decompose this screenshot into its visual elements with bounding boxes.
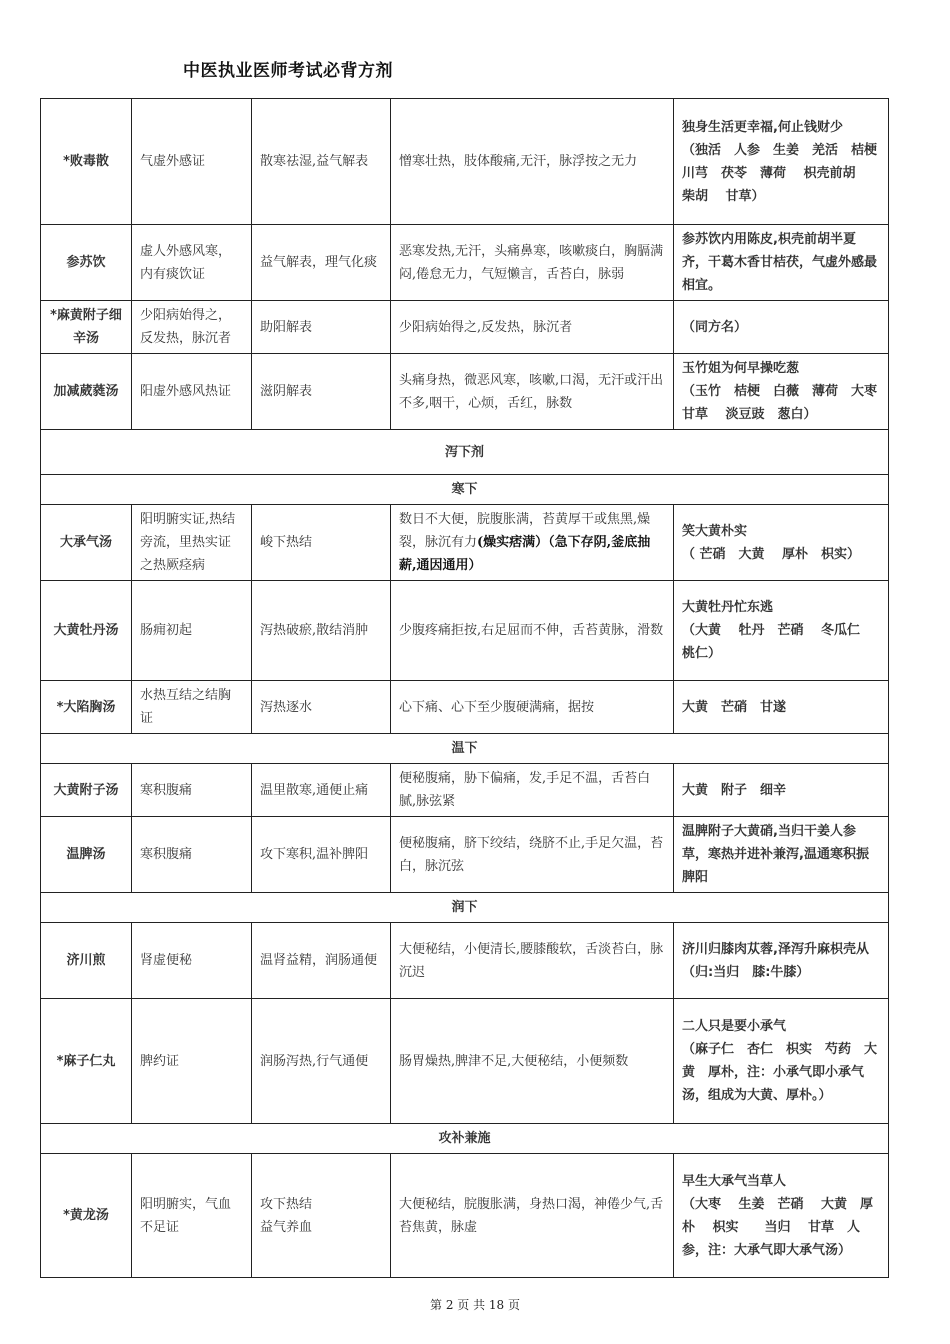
table-row — [41, 817, 889, 893]
indication-cell: 肾虚便秘 — [132, 923, 252, 999]
effect-cell: 助阳解表 — [252, 301, 391, 354]
formula-name: *大陷胸汤 — [41, 681, 132, 734]
table-row — [41, 301, 889, 354]
indication-cell: 阳虚外感风热证 — [132, 354, 252, 430]
mnemonic-song: 温脾附子大黄硝,当归干姜人参草，寒热并进补兼泻,温通寒积振脾阳 — [682, 824, 869, 885]
effect-cell: 润肠泻热,行气通便 — [252, 999, 391, 1124]
indication-cell: 阳明腑实证,热结旁流，里热实证之热厥痉病 — [132, 505, 252, 581]
mnemonic-cell — [674, 581, 889, 681]
table-row — [41, 99, 889, 225]
table-row — [41, 581, 889, 681]
mnemonic-song: 独身生活更幸福,何止钱财少 — [682, 119, 843, 135]
mnemonic-song: 笑大黄朴实 — [682, 523, 748, 539]
composition: （独活 人参 生姜 羌活 桔梗 川芎 茯苓 薄荷 枳壳前胡 柴胡 甘草） — [682, 142, 891, 204]
symptoms-cell: 恶寒发热,无汗，头痛鼻寒，咳嗽痰白，胸膈满闷,倦怠无力，气短懒言，舌苔白，脉弱 — [391, 225, 674, 301]
table-row — [41, 923, 889, 999]
formula-name: 大黄附子汤 — [41, 764, 132, 817]
symptoms-cell: 大便秘结，脘腹胀满，身热口渴，神倦少气,舌苔焦黄，脉虚 — [391, 1154, 674, 1278]
symptoms-cell: 少腹疼痛拒按,右足屈而不伸，舌苔黄脉，滑数 — [391, 581, 674, 681]
formula-name: *麻黄附子细辛汤 — [41, 301, 132, 354]
formula-name: *黄龙汤 — [41, 1154, 132, 1278]
mnemonic-song: 早生大承气当草人 — [682, 1173, 787, 1189]
indication-cell: 气虚外感证 — [132, 99, 252, 225]
symptoms-text: 数日不大便，脘腹胀满，苔黄厚干或焦黑,燥裂，脉沉有力 — [399, 512, 651, 550]
indication-cell: 脾约证 — [132, 999, 252, 1124]
subsection-row — [41, 893, 889, 923]
effect-cell: 滋阴解表 — [252, 354, 391, 430]
symptoms-cell: 心下痛、心下至少腹硬满痛，据按 — [391, 681, 674, 734]
formula-name: *麻子仁丸 — [41, 999, 132, 1124]
effect-cell: 峻下热结 — [252, 505, 391, 581]
symptoms-cell: 憎寒壮热，肢体酸痛,无汗，脉浮按之无力 — [391, 99, 674, 225]
effect-cell: 散寒祛湿,益气解表 — [252, 99, 391, 225]
mnemonic-cell — [674, 764, 889, 817]
mnemonic-song: 参苏饮内用陈皮,枳壳前胡半夏齐，干葛木香甘桔茯，气虚外感最相宜。 — [682, 232, 878, 293]
effect-cell: 攻下热结 益气养血 — [252, 1154, 391, 1278]
effect-cell: 泻热逐水 — [252, 681, 391, 734]
mnemonic-cell — [674, 923, 889, 999]
indication-cell: 水热互结之结胸证 — [132, 681, 252, 734]
effect-cell: 温肾益精，润肠通便 — [252, 923, 391, 999]
formula-name: 大黄牡丹汤 — [41, 581, 132, 681]
formula-name: 大承气汤 — [41, 505, 132, 581]
symptoms-cell: 大便秘结，小便清长,腰膝酸软，舌淡苔白，脉沉迟 — [391, 923, 674, 999]
composition: （麻子仁 杏仁 枳实 芍药 大黄 厚朴，注：小承气即小承气汤，组成为大黄、厚朴。） — [682, 1042, 878, 1103]
table-row — [41, 999, 889, 1124]
composition: （ 芒硝 大黄 厚朴 枳实） — [682, 546, 861, 562]
effect-cell: 攻下寒积,温补脾阳 — [252, 817, 391, 893]
subsection-row — [41, 734, 889, 764]
mnemonic-song: 大黄 芒硝 甘遂 — [682, 699, 787, 715]
symptoms-cell: 头痛身热，微恶风寒，咳嗽,口渴，无汗或汗出不多,咽干，心烦，舌红，脉数 — [391, 354, 674, 430]
effect-cell: 温里散寒,通便止痛 — [252, 764, 391, 817]
effect-cell: 益气解表，理气化痰 — [252, 225, 391, 301]
symptoms-cell: 少阳病始得之,反发热，脉沉者 — [391, 301, 674, 354]
subsection-title: 攻补兼施 — [41, 1124, 889, 1154]
composition: （玉竹 桔梗 白薇 薄荷 大枣 甘草 淡豆豉 葱白） — [682, 384, 891, 422]
section-row — [41, 430, 889, 475]
mnemonic-cell — [674, 99, 889, 225]
formula-name: 参苏饮 — [41, 225, 132, 301]
mnemonic-cell — [674, 505, 889, 581]
symptoms-cell — [391, 505, 674, 581]
formula-name: *败毒散 — [41, 99, 132, 225]
subsection-title: 温下 — [41, 734, 889, 764]
mnemonic-cell — [674, 1154, 889, 1278]
table-row — [41, 505, 889, 581]
subsection-row — [41, 1124, 889, 1154]
formula-name: 济川煎 — [41, 923, 132, 999]
indication-cell: 肠痈初起 — [132, 581, 252, 681]
mnemonic-cell — [674, 301, 889, 354]
mnemonic-cell — [674, 681, 889, 734]
subsection-title: 寒下 — [41, 475, 889, 505]
mnemonic-song: 大黄牡丹忙东逃 — [682, 600, 774, 615]
indication-cell: 寒积腹痛 — [132, 764, 252, 817]
indication-cell: 寒积腹痛 — [132, 817, 252, 893]
indication-cell: 阳明腑实，气血不足证 — [132, 1154, 252, 1278]
composition: （大枣 生姜 芒硝 大黄 厚朴 枳实 当归 甘草 人参，注：大承气即大承气汤） — [682, 1196, 874, 1258]
page-number: 第 2 页 共 18 页 — [430, 1298, 520, 1312]
formula-table — [40, 98, 889, 1278]
symptoms-key-points: (燥实痞满）（急下存阴,釜底抽薪,通因通用） — [399, 535, 651, 573]
section-title: 泻下剂 — [41, 430, 889, 475]
mnemonic-song: 济川归膝肉苁蓉,泽泻升麻枳壳从（归:当归 膝:牛膝） — [682, 941, 869, 980]
subsection-row — [41, 475, 889, 505]
symptoms-cell: 便秘腹痛，胁下偏痛，发,手足不温，舌苔白腻,脉弦紧 — [391, 764, 674, 817]
symptoms-cell: 肠胃燥热,脾津不足,大便秘结，小便频数 — [391, 999, 674, 1124]
table-row — [41, 354, 889, 430]
composition: （大黄 牡丹 芒硝 冬瓜仁 桃仁） — [682, 623, 874, 661]
formula-name: 温脾汤 — [41, 817, 132, 893]
table-row — [41, 764, 889, 817]
mnemonic-song: 玉竹姐为何早操吃葱 — [682, 361, 800, 376]
table-row — [41, 225, 889, 301]
table-row — [41, 681, 889, 734]
page-title: 中医执业医师考试必背方剂 — [183, 61, 393, 81]
subsection-title: 润下 — [41, 893, 889, 923]
effect-cell: 泻热破瘀,散结消肿 — [252, 581, 391, 681]
formula-name: 加减葳蕤汤 — [41, 354, 132, 430]
mnemonic-cell — [674, 225, 889, 301]
mnemonic-cell — [674, 817, 889, 893]
mnemonic-song: （同方名） — [682, 319, 748, 335]
mnemonic-song: 二人只是要小承气 — [682, 1019, 787, 1034]
indication-cell: 虚人外感风寒，内有痰饮证 — [132, 225, 252, 301]
mnemonic-song: 大黄 附子 细辛 — [682, 782, 787, 798]
table-row — [41, 1154, 889, 1278]
indication-cell: 少阳病始得之，反发热，脉沉者 — [132, 301, 252, 354]
mnemonic-cell — [674, 999, 889, 1124]
mnemonic-cell — [674, 354, 889, 430]
symptoms-cell: 便秘腹痛，脐下绞结，绕脐不止,手足欠温，苔白，脉沉弦 — [391, 817, 674, 893]
